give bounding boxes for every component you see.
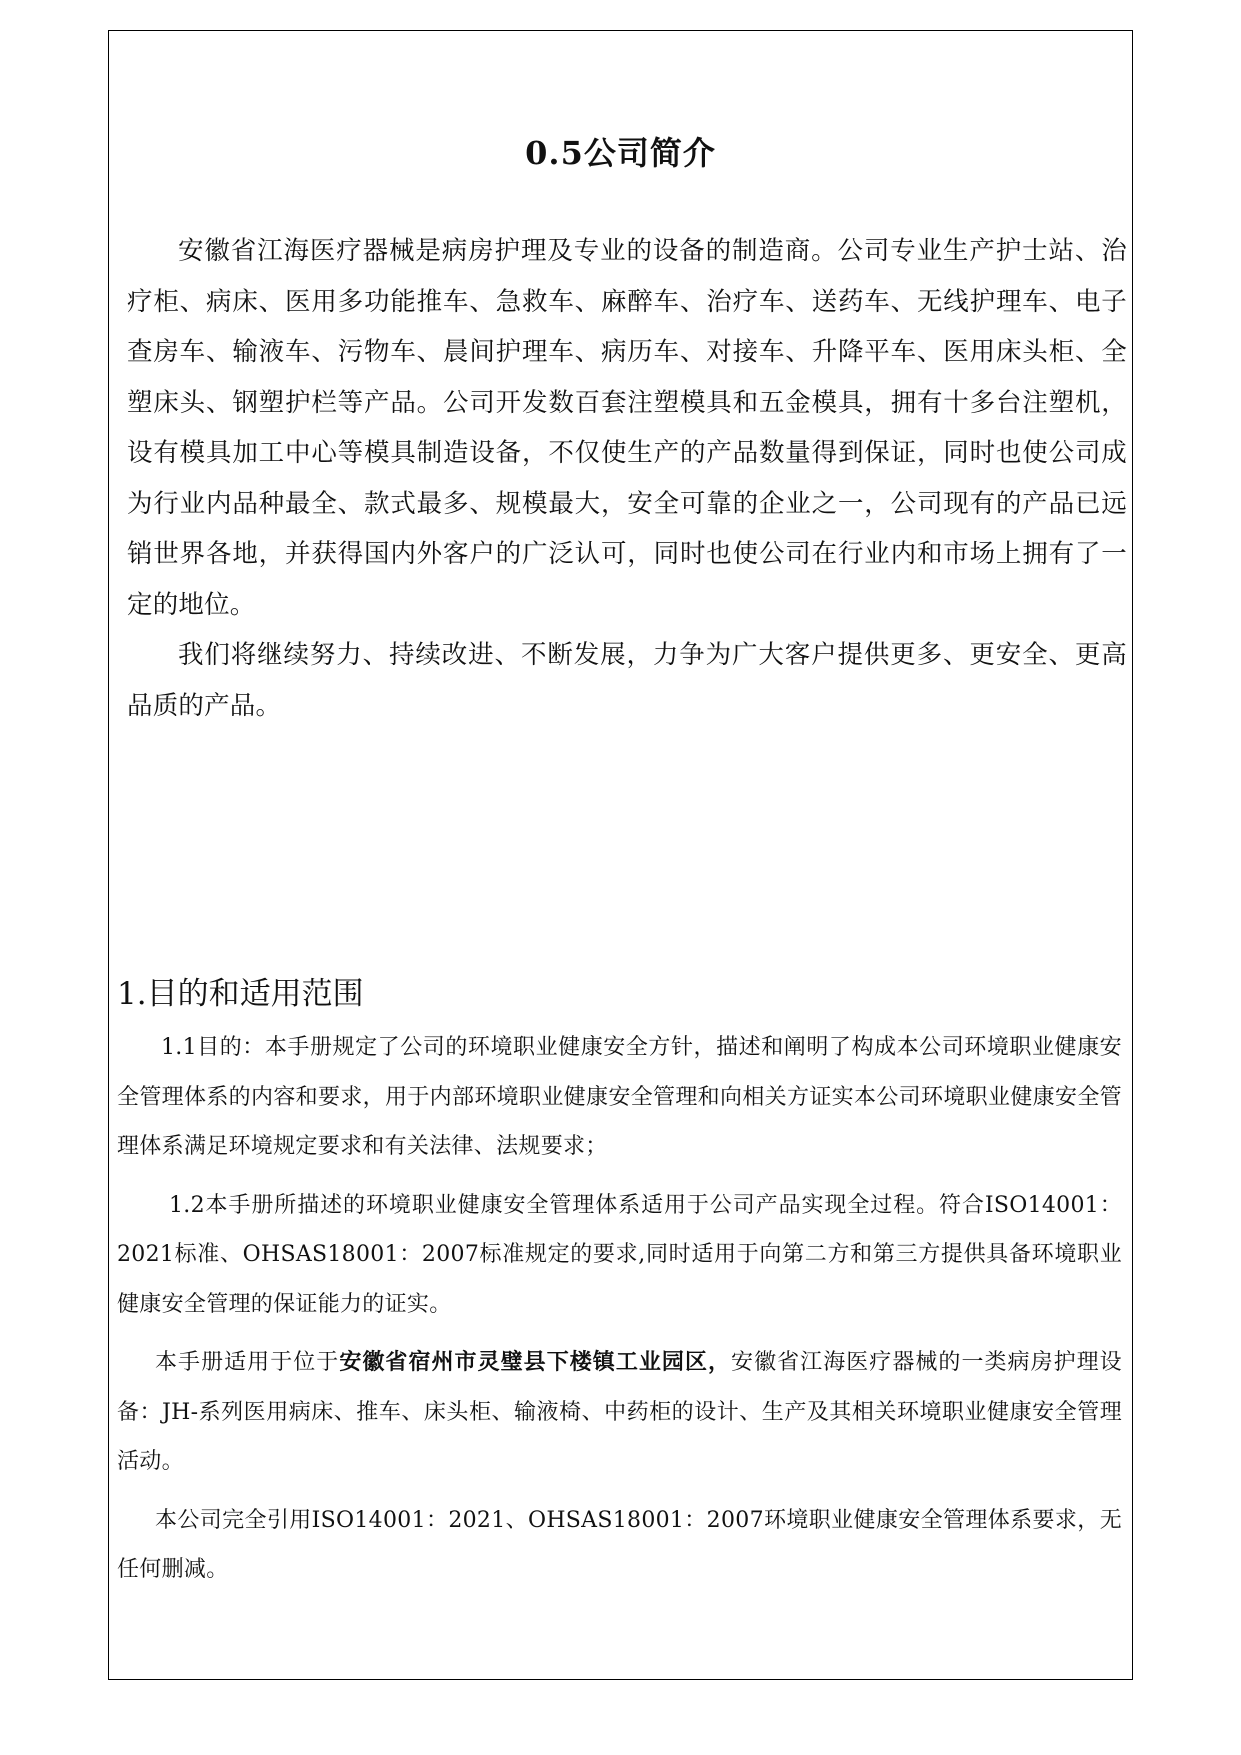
section-purpose-scope [117,971,1122,1595]
scope-suffix: 安徽省江海医疗器械的一类病房护理设备：JH-系列医用病床、推车、床头柜、输液椅、中药柜的设计、生产及其相关环境职业健康安全管理活动。 [117,1350,1122,1474]
reference-paragraph: 本公司完全引用ISO14001：2021、OHSAS18001：2007环境职业健康安全管理体系要求，无任何删减。 [117,1507,1122,1582]
intro-paragraph-1: 安徽省江海医疗器械是病房护理及专业的设备的制造商。公司专业生产护士站、治疗柜、病床、医用多功能推车、急救车、麻醉车、治疗车、送药车、无线护理车、电子查房车、输液车、污物车、晨间护理车、病历车、对接车、升降平车、医用床头柜、全塑床头、钢塑护栏等产品。公司开发数百套注塑模具和五金模具，拥有十多台注塑机，设有模具加工中心等模具制造设备，不仅使生产的产品数量得到保证，同时也使公司成为行业内品种最全、款式最多、规模最大，安全可靠的企业之一，公司现有的产品已远销世界各地，并获得国内外客户的广泛认可，同时也使公司在行业内和市场上拥有了一定的地位。 [127,236,1127,620]
scope-paragraph [117,1338,1122,1487]
scope-location: 安徽省宿州市灵璧县下楼镇工业园区， [339,1349,732,1375]
page-border [108,30,1133,1680]
scope-prefix: 本手册适用于位于 [155,1350,340,1375]
page-title: 0.5公司简介 [525,134,716,172]
intro-paragraph-2: 我们将继续努力、持续改进、不断发展，力争为广大客户提供更多、更安全、更高品质的产品。 [127,640,1127,721]
clause-1-2: 1.2本手册所描述的环境职业健康安全管理体系适用于公司产品实现全过程。符合ISO14001：2021标准、OHSAS18001：2007标准规定的要求,同时适用于向第二方和第三方提供具备环境职业健康安全管理的保证能力的证实。 [117,1192,1122,1317]
company-intro [127,226,1127,731]
section-heading: 1.目的和适用范围 [117,976,364,1012]
clause-1-1: 1.1目的：本手册规定了公司的环境职业健康安全方针，描述和阐明了构成本公司环境职业健康安全管理体系的内容和要求，用于内部环境职业健康安全管理和向相关方证实本公司环境职业健康安全管理体系满足环境规定要求和有关法律、法规要求； [117,1035,1122,1159]
